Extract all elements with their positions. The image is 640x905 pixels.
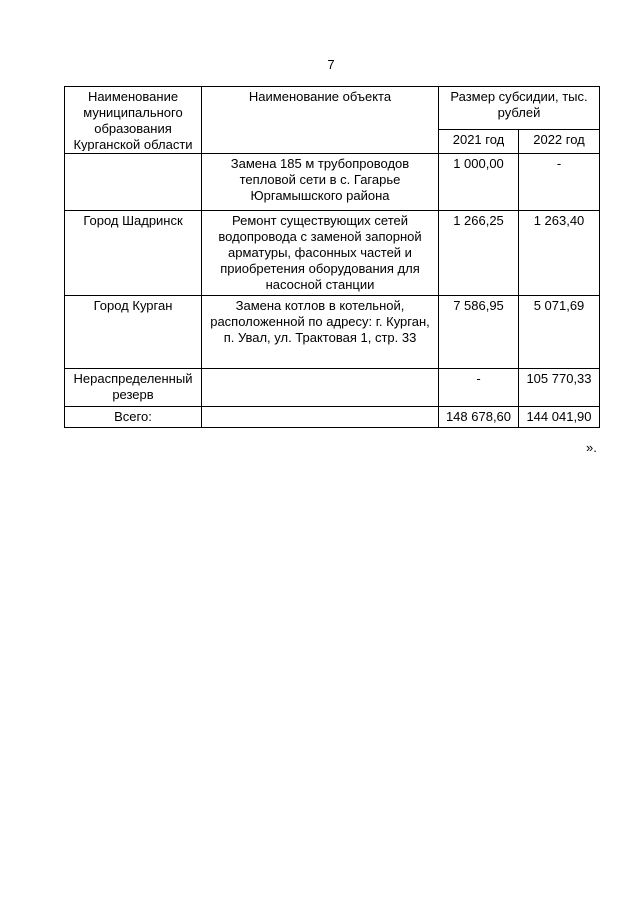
page-number: 7 bbox=[327, 57, 335, 72]
closing-quote-mark: ». bbox=[586, 440, 597, 455]
header-year-2021: 2021 год bbox=[439, 129, 519, 153]
cell-2021: 7 586,95 bbox=[439, 296, 519, 369]
cell-2021: 1 266,25 bbox=[439, 211, 519, 296]
table-row bbox=[65, 369, 600, 407]
table-total-row bbox=[65, 407, 600, 428]
cell-object: Замена котлов в котельной, расположенной по адресу: г. Курган, п. Увал, ул. Трактовая 1, стр. 33 bbox=[202, 296, 439, 369]
table-row bbox=[65, 154, 600, 211]
cell-2022: 1 263,40 bbox=[519, 211, 600, 296]
table-header-row bbox=[65, 87, 600, 130]
cell-object: Замена 185 м трубопроводов тепловой сети в с. Гагарье Юргамышского района bbox=[202, 154, 439, 211]
cell-municipality: Город Шадринск bbox=[65, 211, 202, 296]
total-2021: 148 678,60 bbox=[439, 407, 519, 428]
total-label: Всего: bbox=[65, 407, 202, 428]
header-subsidy: Размер субсидии, тыс. рублей bbox=[439, 87, 600, 130]
cell-2021: 1 000,00 bbox=[439, 154, 519, 211]
cell-2022: 5 071,69 bbox=[519, 296, 600, 369]
subsidy-table bbox=[64, 86, 600, 428]
total-object bbox=[202, 407, 439, 428]
cell-object bbox=[202, 369, 439, 407]
cell-municipality bbox=[65, 154, 202, 211]
table-row bbox=[65, 211, 600, 296]
cell-municipality: Город Курган bbox=[65, 296, 202, 369]
header-year-2022: 2022 год bbox=[519, 129, 600, 153]
cell-2021: - bbox=[439, 369, 519, 407]
cell-2022: 105 770,33 bbox=[519, 369, 600, 407]
table-row bbox=[65, 296, 600, 369]
cell-2022: - bbox=[519, 154, 600, 211]
header-object: Наименование объекта bbox=[202, 87, 439, 154]
total-2022: 144 041,90 bbox=[519, 407, 600, 428]
header-municipality bbox=[65, 87, 202, 154]
cell-municipality: Нераспределенный резерв bbox=[65, 369, 202, 407]
cell-object: Ремонт существующих сетей водопровода с заменой запорной арматуры, фасонных частей и приобретения оборудования для насосной станции bbox=[202, 211, 439, 296]
header-municipality-text: Наименование муниципального образования Курганской области bbox=[73, 89, 193, 151]
